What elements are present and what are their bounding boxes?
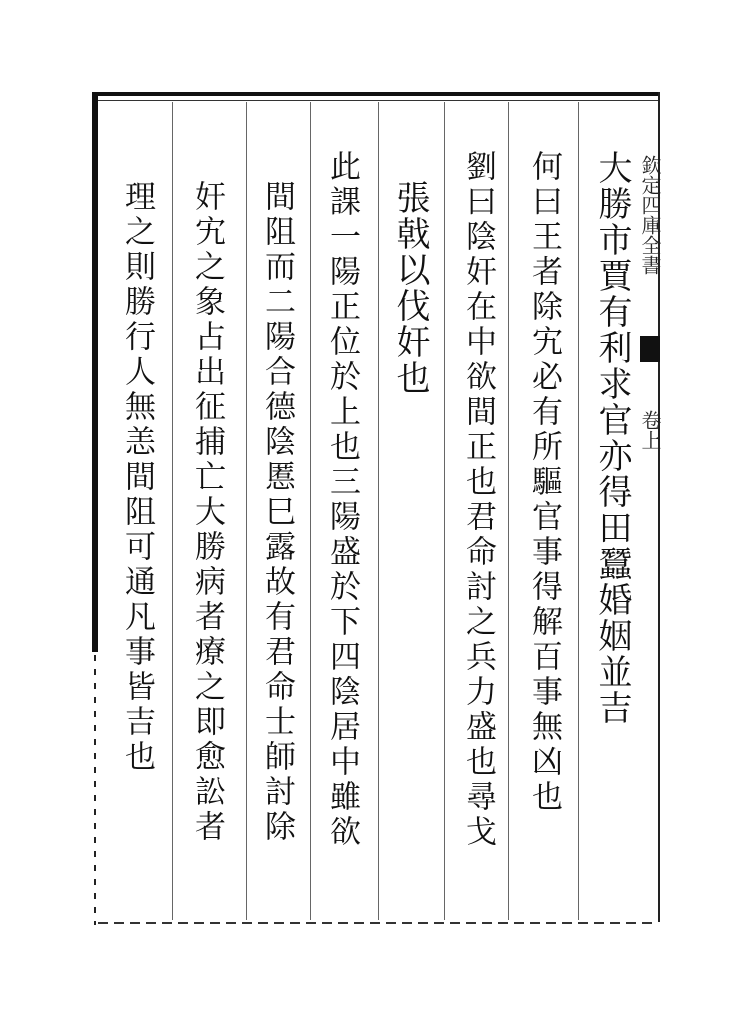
fishtail-mark bbox=[640, 336, 660, 362]
text-column-7: 奸宄之象占出征捕亡大勝病者療之即愈訟者 bbox=[189, 180, 225, 845]
text-column-6: 間阻而二陽合德陰慝巳露故有君命士師討除 bbox=[259, 180, 295, 845]
text-column-2: 何曰王者除宄必有所驅官事得解百事無凶也 bbox=[526, 150, 562, 815]
column-rule bbox=[508, 102, 509, 920]
column-rule bbox=[444, 102, 445, 920]
frame-left-broken-border bbox=[94, 655, 96, 925]
text-column-4: 張戟以伐奸也 bbox=[390, 180, 430, 396]
margin-volume: 卷上 bbox=[638, 410, 662, 450]
column-rule bbox=[578, 102, 579, 920]
text-column-3: 劉曰陰奸在中欲間正也君命討之兵力盛也尋戈 bbox=[460, 150, 496, 850]
text-column-5: 此課一陽正位於上也三陽盛於下四陰居中雖欲 bbox=[324, 150, 360, 850]
frame-bottom-border bbox=[98, 922, 658, 924]
column-rule bbox=[378, 102, 379, 920]
text-column-8: 理之則勝行人無恙間阻可通凡事皆吉也 bbox=[119, 180, 155, 775]
column-rule bbox=[246, 102, 247, 920]
frame-top-border bbox=[98, 92, 658, 96]
column-rule bbox=[310, 102, 311, 920]
text-column-1: 大勝市賈有利求官亦得田蠶婚姻並吉 bbox=[592, 150, 632, 726]
frame-top-inner-border bbox=[98, 100, 658, 101]
margin-title: 欽定四庫全書 bbox=[638, 155, 662, 275]
frame-left-border bbox=[92, 92, 98, 652]
column-rule bbox=[172, 102, 173, 920]
